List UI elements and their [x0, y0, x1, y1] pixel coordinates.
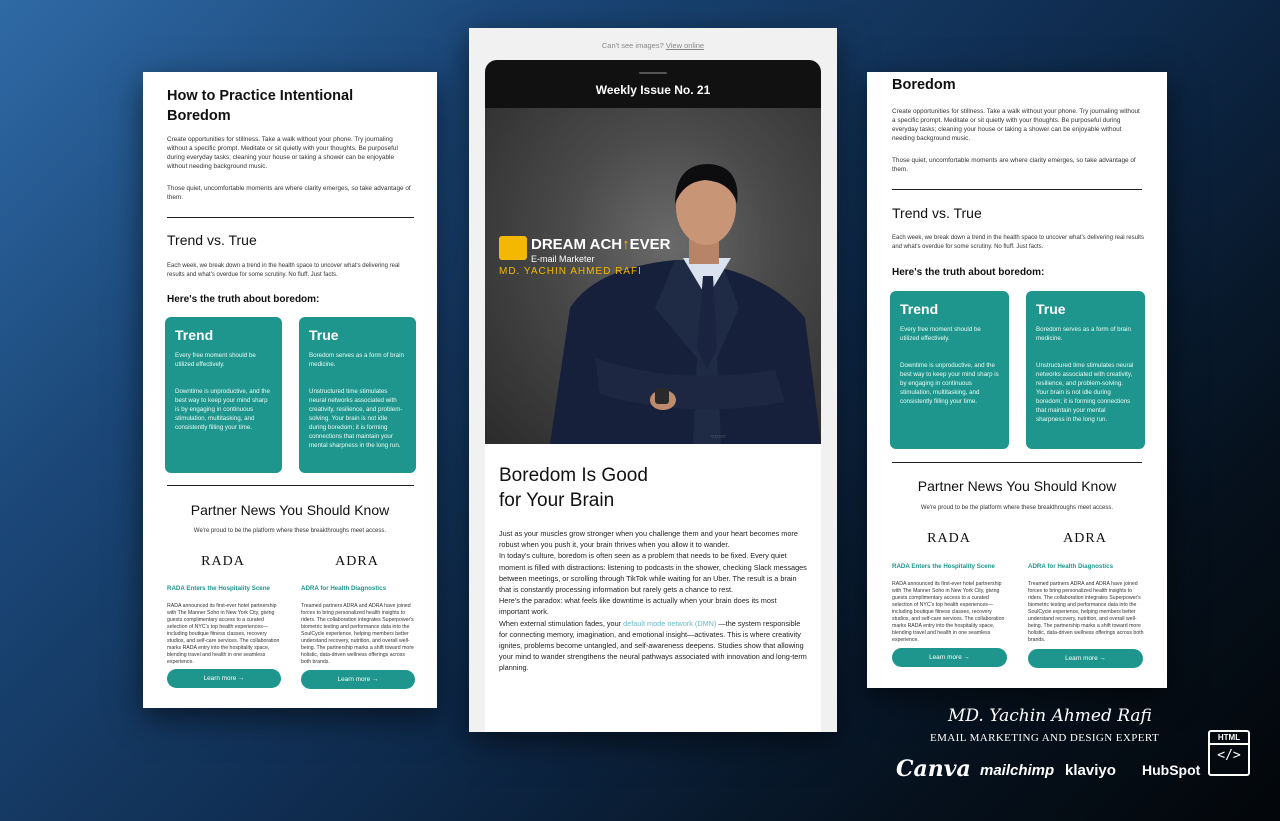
- notch: [639, 72, 667, 74]
- trend-box: [165, 317, 282, 473]
- true-heading: True: [1036, 301, 1066, 317]
- trend-heading: Trend: [900, 301, 939, 317]
- brand-name: MD. YACHIN AHMED RAFI: [499, 266, 642, 277]
- klaviyo-logo: klaviyo: [1065, 762, 1116, 779]
- trend-true-title: Trend vs. True: [167, 232, 257, 248]
- article-paragraph: In today's culture, boredom is often seen as a problem that needs to be fixed. Every quiet moment is filled with distractions: listening to podcasts in the shower, checking Slack messages between meetings, or scrolling through TikTok while waiting for an Uber. The result is a brain that is constantly processing information but rarely gets a chance to rest.: [499, 551, 807, 595]
- divider: [167, 485, 414, 486]
- adra-learn-more-button[interactable]: Learn more →: [301, 670, 415, 689]
- adra-text: Treamed partners ADRA and ADRA have joined forces to bring personalized health insights to riders. The collaboration integrates Superpower's biometric testing and performance data into the SoulCycle experience, helping members better understand recovery, nutrition, and overall well-being. The partnership marks a shift toward more holistic, data-driven wellness offerings across both brands.: [301, 603, 414, 665]
- practice-paragraph-1: Create opportunities for stillness. Take a walk without your phone. Try journaling without a specific prompt. Meditate or sit quietly with your thoughts. Be purposeful during everyday tasks; cleaning your house or taking a shower can be enjoyable without needing background music.: [892, 108, 1140, 142]
- adra-text: Treamed partners ADRA and ADRA have joined forces to bring personalized health insights to riders. The collaboration integrates Superpower's biometric testing and performance data into the SoulCycle experience, helping members better understand recovery, nutrition, and overall well-being. The partnership marks a shift toward more holistic, data-driven wellness offerings across both brands.: [1028, 581, 1144, 643]
- practice-paragraph-2: Those quiet, uncomfortable moments are where clarity emerges, so take advantage of them.: [892, 157, 1136, 173]
- true-heading: True: [309, 327, 339, 343]
- partner-subtitle: We're proud to be the platform where these breakthroughs meet access.: [193, 528, 387, 534]
- true-text-2: Unstructured time stimulates neural networks associated with creativity, resilience, and problem-solving. Your brain is not idle during boredom; it is forming connections that maintain your mental sharpness in the long run.: [1036, 362, 1134, 423]
- view-online-bar: [469, 41, 837, 50]
- true-box: [1026, 291, 1145, 449]
- practice-paragraph-1: Create opportunities for stillness. Take a walk without your phone. Try journaling without a specific prompt. Meditate or sit quietly with your thoughts. Be purposeful during everyday tasks; cleaning your house or taking a shower can be enjoyable without needing background music.: [167, 136, 398, 170]
- trend-true-intro: Each week, we break down a trend in the health space to uncover what's delivering real results and what's overdue for some scrutiny. No fluff. Just facts.: [892, 235, 1144, 250]
- rada-logo: RADA: [201, 554, 245, 569]
- dmn-link[interactable]: default mode network (DMN): [623, 618, 717, 628]
- adra-link[interactable]: ADRA for Health Diagnostics: [301, 585, 387, 592]
- view-online-link[interactable]: View online: [665, 41, 705, 50]
- trend-box: [890, 291, 1009, 449]
- envelope-icon: [499, 236, 527, 260]
- left-email-preview: [143, 72, 437, 708]
- article-paragraph: Here's the paradox: what feels like downtime is actually when your brain does its most important work.: [499, 596, 777, 617]
- practice-paragraph-2: Those quiet, uncomfortable moments are where clarity emerges, so take advantage of them.: [167, 185, 411, 201]
- mailchimp-logo: mailchimp: [980, 762, 1055, 779]
- rada-link[interactable]: RADA Enters the Hospitality Scene: [167, 585, 270, 592]
- adra-logo: ADRA: [335, 554, 379, 569]
- divider: [167, 217, 414, 218]
- article-paragraph: Just as your muscles grow stronger when you challenge them and your heart becomes more robust when you push it, your brain thrives when you allow it to wander.: [499, 529, 798, 550]
- trend-true-title: Trend vs. True: [892, 205, 982, 221]
- practice-title: How to Practice Intentional Boredom: [167, 88, 354, 124]
- code-brackets-icon: </>: [1217, 748, 1241, 763]
- main-newsletter-preview: [469, 28, 837, 732]
- issue-title: Weekly Issue No. 21: [595, 83, 711, 97]
- adra-link[interactable]: ADRA for Health Diagnostics: [1028, 563, 1114, 570]
- article-body: [485, 444, 821, 732]
- truth-heading: Here's the truth about boredom:: [892, 267, 1045, 278]
- truth-heading: Here's the truth about boredom:: [167, 294, 320, 305]
- signature-name: MD. Yachin Ahmed Rafi: [948, 706, 1152, 726]
- true-box: [299, 317, 416, 473]
- adra-learn-more-button[interactable]: Learn more →: [1028, 649, 1143, 668]
- html-label: HTML: [1210, 732, 1248, 745]
- trend-text-2: Downtime is unproductive, and the best way to keep your mind sharp is by engaging in continuous stimulation, multitasking, and consistently filling your time.: [900, 362, 999, 405]
- rada-text: RADA announced its first-ever hotel partnership with The Manner Soho in New York City, giving guests complimentary access to a curated selection of NYC's top health experiences—including boutique fitness classes, recovery studios, and self-care services. The collaboration marks RADA entry into the hospitality space, blending travel and health in one seamless experience.: [167, 603, 280, 665]
- partner-title: Partner News You Should Know: [917, 478, 1117, 494]
- trend-text-2: Downtime is unproductive, and the best way to keep your mind sharp is by engaging in continuous stimulation, multitasking, and consistently filling your time.: [175, 388, 270, 431]
- trend-text-1: Every free moment should be utilized effectively.: [175, 352, 256, 368]
- boredom-title: Boredom: [892, 77, 956, 93]
- hero-photo: [485, 108, 821, 444]
- trend-true-intro: Each week, we break down a trend in the health space to uncover what's delivering real results and what's overdue for some scrutiny. No fluff. Just facts.: [167, 263, 400, 278]
- partner-subtitle: We're proud to be the platform where these breakthroughs meet access.: [920, 505, 1114, 511]
- signature-role: EMAIL MARKETING AND DESIGN EXPERT: [930, 732, 1160, 744]
- html-code-icon: [1208, 730, 1250, 776]
- hubspot-logo: HubSpot: [1142, 762, 1201, 778]
- carousel-dots-icon: ○○○○: [711, 434, 726, 440]
- rada-link[interactable]: RADA Enters the Hospitality Scene: [892, 563, 995, 570]
- right-email-preview: [867, 72, 1167, 688]
- brand-logo: DREAM ACH↑EVER: [531, 236, 671, 253]
- divider: [892, 462, 1142, 463]
- trend-text-1: Every free moment should be utilized effectively.: [900, 326, 981, 342]
- divider: [892, 189, 1142, 190]
- rada-learn-more-button[interactable]: Learn more →: [892, 648, 1007, 667]
- canva-logo: Canva: [896, 756, 971, 782]
- article-paragraph: When external stimulation fades, your default mode network (DMN) —the system responsible for connecting memory, imagination, and emotional insight—activates. This is where creativity ignites, problems become untangled, and self-awareness deepens. Studies show that allowing your mind to wander strengthens the neural pathways associated with innovation and long-term planning.: [499, 618, 807, 673]
- true-text-1: Boredom serves as a form of brain medicine.: [309, 352, 404, 368]
- article-text: [499, 528, 809, 674]
- true-text-1: Boredom serves as a form of brain medicine.: [1036, 326, 1131, 342]
- trend-heading: Trend: [175, 327, 214, 343]
- brand-role: E-mail Marketer: [531, 254, 595, 264]
- rada-text: RADA announced its first-ever hotel partnership with The Manner Soho in New York City, giving guests complimentary access to a curated selection of NYC's top health experiences—including boutique fitness classes, recovery studios, and self-care services. The collaboration marks RADA entry into the hospitality space, blending travel and health in one seamless experience.: [892, 581, 1005, 643]
- rada-learn-more-button[interactable]: Learn more →: [167, 669, 281, 688]
- partner-title: Partner News You Should Know: [190, 502, 390, 518]
- cant-see-text: Can't see images?: [601, 41, 664, 50]
- adra-logo: ADRA: [1063, 531, 1107, 546]
- rada-logo: RADA: [927, 531, 971, 546]
- article-headline: Boredom Is Good for Your Brain: [499, 465, 648, 511]
- true-text-2: Unstructured time stimulates neural networks associated with creativity, resilience, and problem-solving. Your brain is not idle during boredom; it is forming connections that maintain your mental sharpness in the long run.: [309, 388, 403, 449]
